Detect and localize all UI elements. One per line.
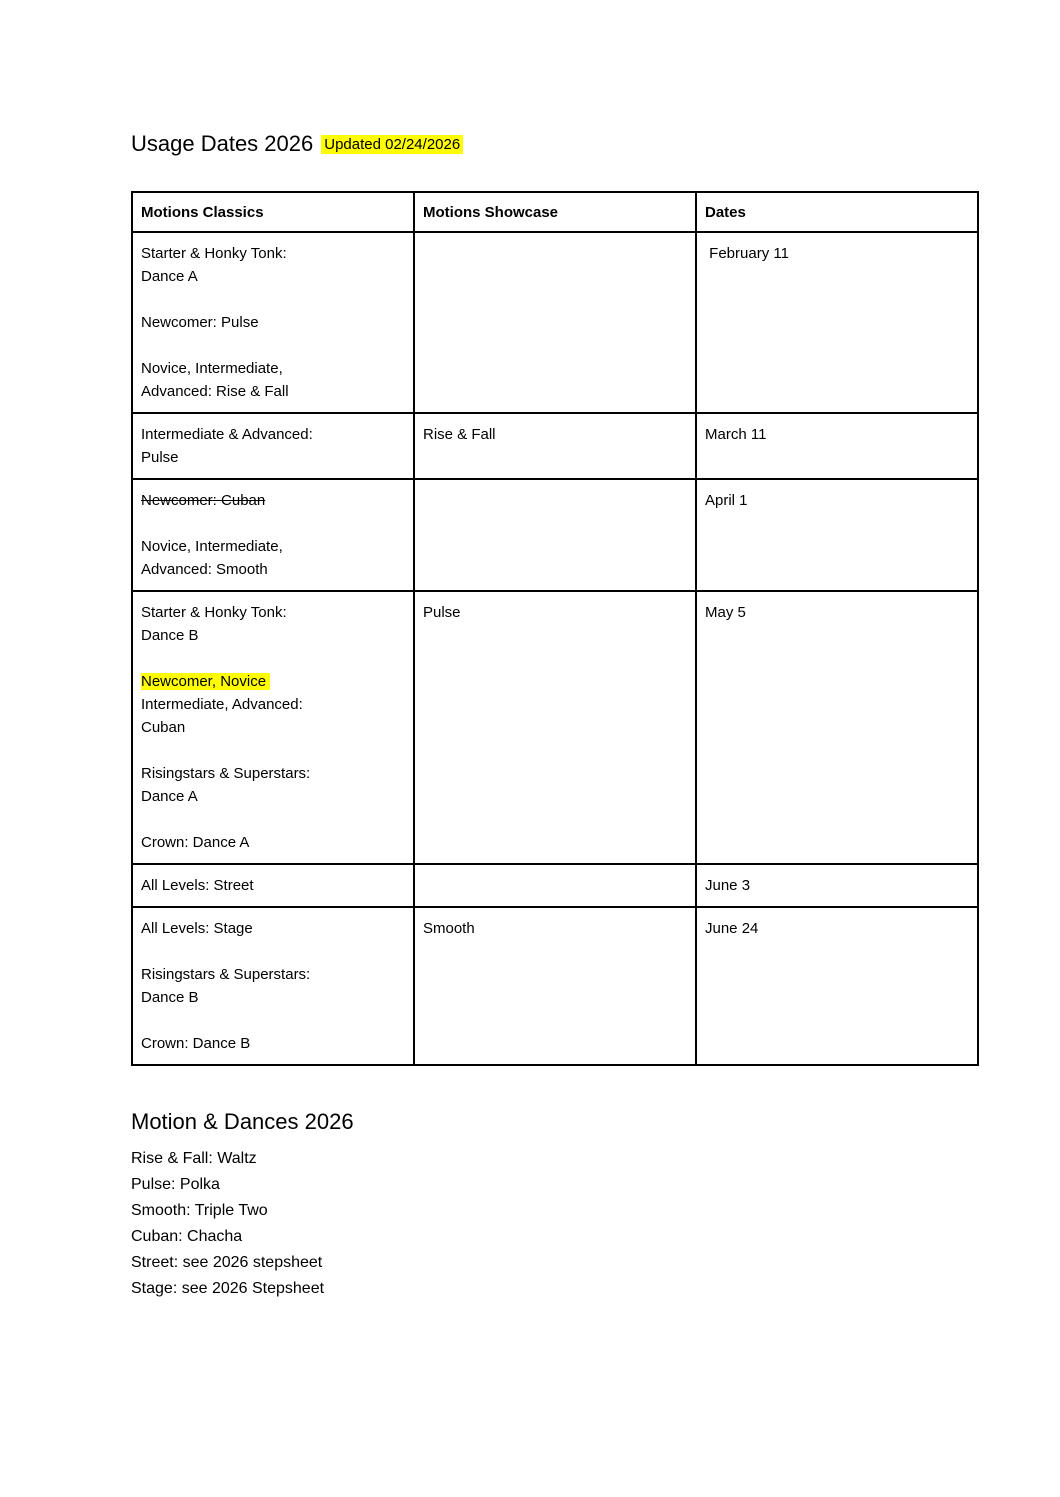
table-row bbox=[132, 413, 978, 479]
cell-line bbox=[141, 512, 406, 535]
cell-line: Dance B bbox=[141, 989, 199, 1006]
dance-item: Street: see 2026 stepsheet bbox=[131, 1254, 323, 1271]
showcase-cell bbox=[414, 864, 696, 907]
cell-line: All Levels: Stage bbox=[141, 920, 253, 937]
table-header-row bbox=[132, 192, 978, 232]
cell-line: Pulse bbox=[141, 449, 179, 466]
date-cell: June 24 bbox=[696, 907, 978, 1065]
dance-item: Smooth: Triple Two bbox=[131, 1202, 268, 1219]
date-cell: June 3 bbox=[696, 864, 978, 907]
cell-line: Advanced: Rise & Fall bbox=[141, 383, 289, 400]
cell-line: Dance B bbox=[141, 627, 199, 644]
cell-line: Newcomer: Cuban bbox=[141, 492, 266, 509]
cell-line: Crown: Dance A bbox=[141, 834, 250, 851]
usage-table-body bbox=[132, 232, 978, 1065]
page-title: Usage Dates 2026 bbox=[131, 131, 314, 156]
cell-line: Dance A bbox=[141, 268, 198, 285]
cell-line: Advanced: Smooth bbox=[141, 561, 268, 578]
updated-highlight-badge: Updated 02/24/2026 bbox=[321, 135, 463, 154]
showcase-cell: Rise & Fall bbox=[414, 413, 696, 479]
table-row bbox=[132, 591, 978, 864]
usage-dates-table bbox=[131, 191, 979, 1066]
cell-line: Newcomer: Pulse bbox=[141, 314, 259, 331]
cell-line: Newcomer, Novice bbox=[141, 673, 271, 690]
cell-line bbox=[141, 739, 406, 762]
classics-cell bbox=[132, 907, 414, 1065]
header-dates: Dates bbox=[696, 192, 978, 232]
header-motions-showcase: Motions Showcase bbox=[414, 192, 696, 232]
title-row bbox=[131, 130, 929, 161]
dances-section-heading: Motion & Dances 2026 bbox=[131, 1109, 354, 1134]
cell-line: Dance A bbox=[141, 788, 198, 805]
showcase-cell: Smooth bbox=[414, 907, 696, 1065]
dance-item: Rise & Fall: Waltz bbox=[131, 1150, 257, 1167]
classics-cell bbox=[132, 864, 414, 907]
table-row bbox=[132, 479, 978, 591]
cell-line bbox=[141, 1009, 406, 1032]
classics-cell bbox=[132, 479, 414, 591]
cell-line: Cuban bbox=[141, 719, 186, 736]
cell-line bbox=[141, 647, 406, 670]
cell-line: Intermediate, Advanced: bbox=[141, 696, 303, 713]
header-motions-classics: Motions Classics bbox=[132, 192, 414, 232]
dance-item: Pulse: Polka bbox=[131, 1176, 220, 1193]
date-cell: May 5 bbox=[696, 591, 978, 864]
cell-line: Starter & Honky Tonk: bbox=[141, 604, 287, 621]
cell-line bbox=[141, 940, 406, 963]
cell-line bbox=[141, 288, 406, 311]
date-cell: March 11 bbox=[696, 413, 978, 479]
cell-line: Risingstars & Superstars: bbox=[141, 966, 311, 983]
table-row bbox=[132, 864, 978, 907]
cell-line: Intermediate & Advanced: bbox=[141, 426, 313, 443]
cell-line bbox=[141, 808, 406, 831]
date-cell: April 1 bbox=[696, 479, 978, 591]
cell-line: Novice, Intermediate, bbox=[141, 538, 283, 555]
cell-line: Crown: Dance B bbox=[141, 1035, 251, 1052]
showcase-cell bbox=[414, 232, 696, 413]
table-row bbox=[132, 232, 978, 413]
cell-line: All Levels: Street bbox=[141, 877, 254, 894]
dance-item: Stage: see 2026 Stepsheet bbox=[131, 1280, 325, 1297]
cell-line bbox=[141, 334, 406, 357]
cell-line: Risingstars & Superstars: bbox=[141, 765, 311, 782]
showcase-cell bbox=[414, 479, 696, 591]
cell-line: Novice, Intermediate, bbox=[141, 360, 283, 377]
date-cell: February 11 bbox=[696, 232, 978, 413]
table-row bbox=[132, 907, 978, 1065]
dances-list bbox=[131, 1146, 929, 1302]
classics-cell bbox=[132, 413, 414, 479]
dance-item: Cuban: Chacha bbox=[131, 1228, 243, 1245]
classics-cell bbox=[132, 591, 414, 864]
classics-cell bbox=[132, 232, 414, 413]
showcase-cell: Pulse bbox=[414, 591, 696, 864]
cell-line: Starter & Honky Tonk: bbox=[141, 245, 287, 262]
